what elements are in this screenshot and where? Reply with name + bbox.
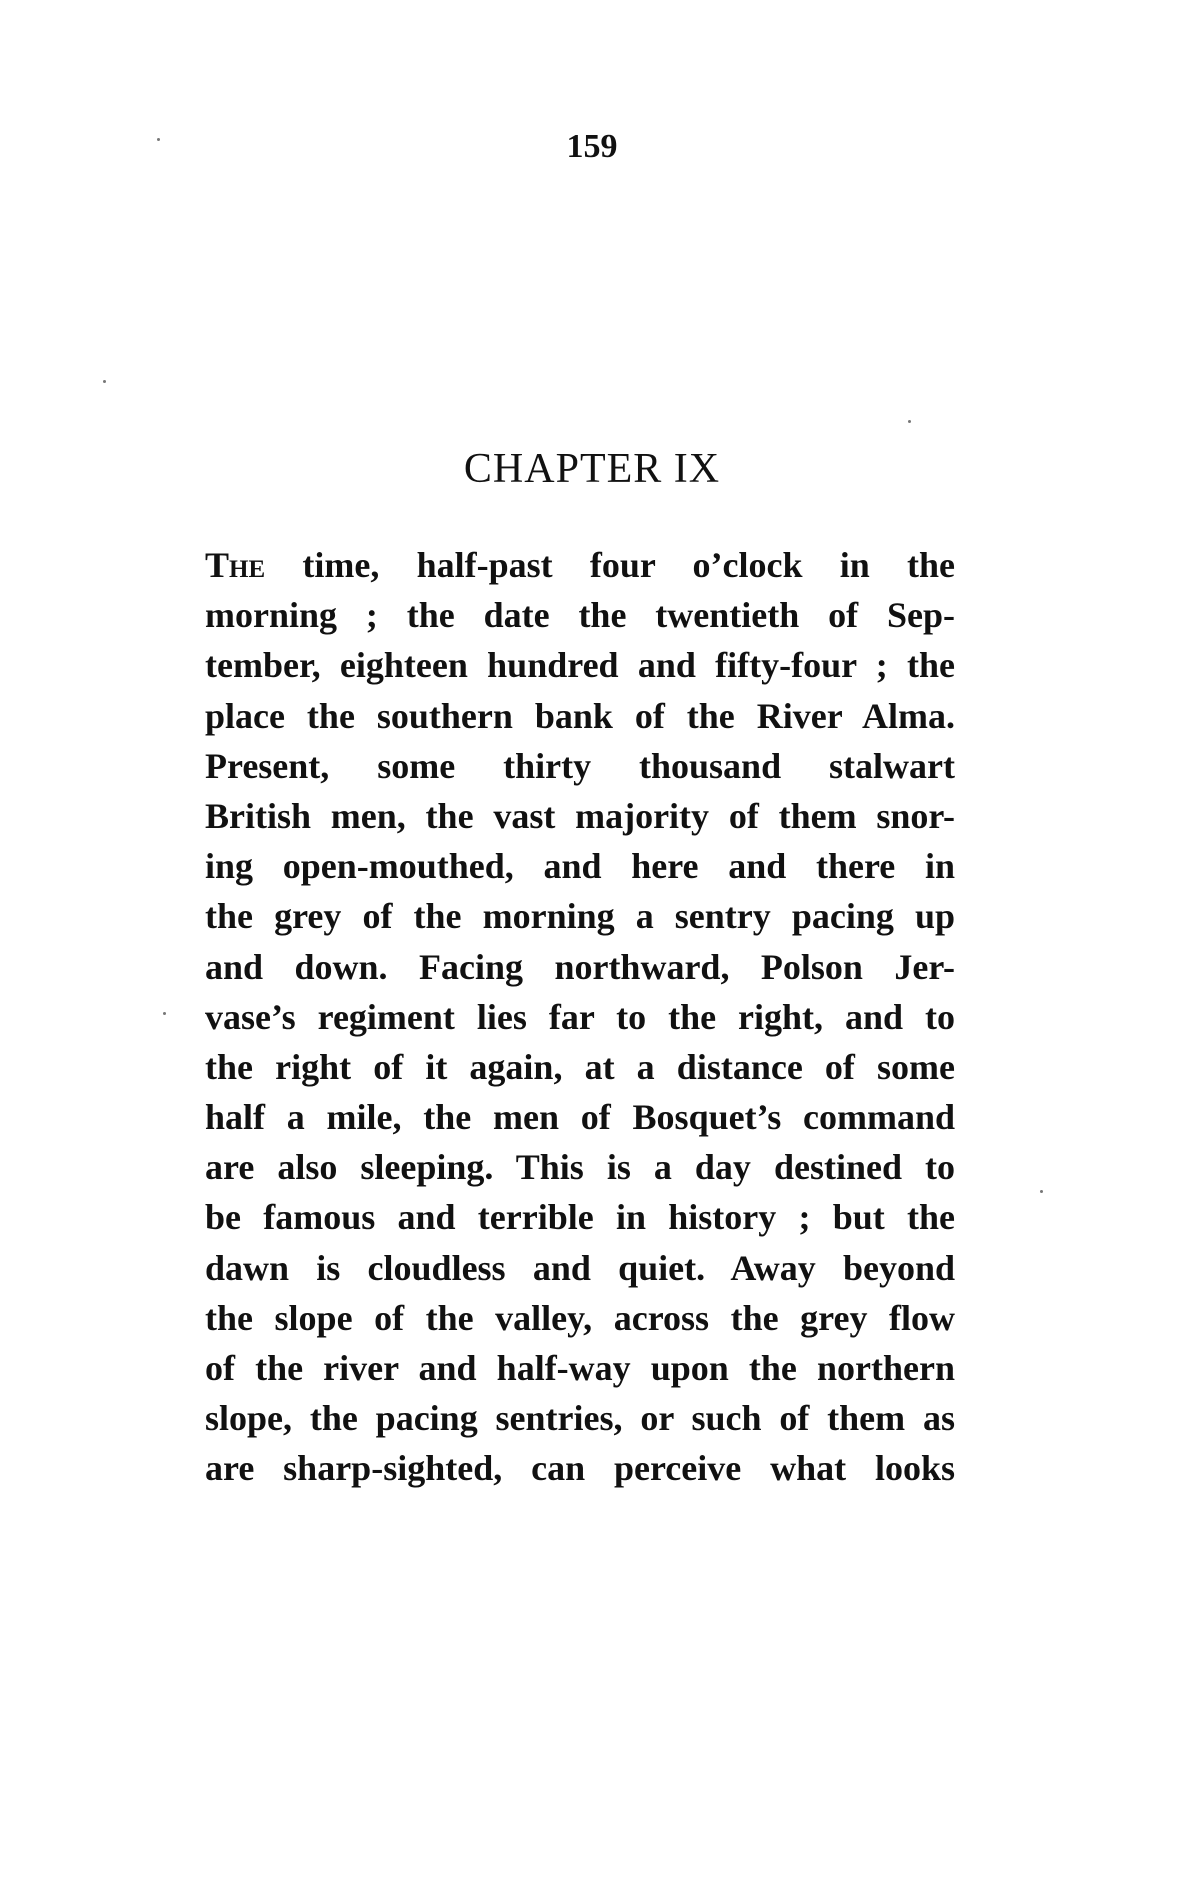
opening-word: The [205,545,266,585]
text-line: British men, the vast majority of them snor- [205,795,955,836]
text-line: slope, the pacing sentries, or such of them as [205,1398,955,1439]
text-line: morning ; the date the twentieth of Sep- [205,595,955,636]
text-line: are sharp-sighted, can perceive what looks [205,1448,955,1489]
text-line: Present, some thirty thousand stalwart [205,745,955,786]
text-line: the slope of the valley, across the grey flow [205,1297,955,1338]
text-line: dawn is cloudless and quiet. Away beyond [205,1247,955,1288]
body-text [205,540,955,1494]
text-line: tember, eighteen hundred and fifty-four ; the [205,645,955,686]
page-number: 159 [566,128,618,165]
text-line: the grey of the morning a sentry pacing up [205,896,955,937]
text-line: ing open-mouthed, and here and there in [205,846,955,887]
scan-speck [103,380,106,383]
text-line: the right of it again, at a distance of some [205,1046,955,1087]
scan-speck [908,420,911,423]
scan-speck [1040,1190,1043,1193]
text-line: are also sleeping. This is a day destined to [205,1147,955,1188]
text-line: half a mile, the men of Bosquet’s command [205,1097,955,1138]
text-line: vase’s regiment lies far to the right, and to [205,996,955,1037]
text-line: and down. Facing northward, Polson Jer- [205,946,955,987]
scan-speck [157,138,160,141]
chapter-heading: CHAPTER IX [463,446,721,492]
text-line: be famous and terrible in history ; but the [205,1197,955,1238]
first-line-rest: time, half-past four o’clock in the [265,545,955,585]
text-line: place the southern bank of the River Alma. [205,695,955,736]
scan-speck [163,1012,166,1015]
text-line [205,540,955,590]
text-line: of the river and half-way upon the northern [205,1348,955,1388]
